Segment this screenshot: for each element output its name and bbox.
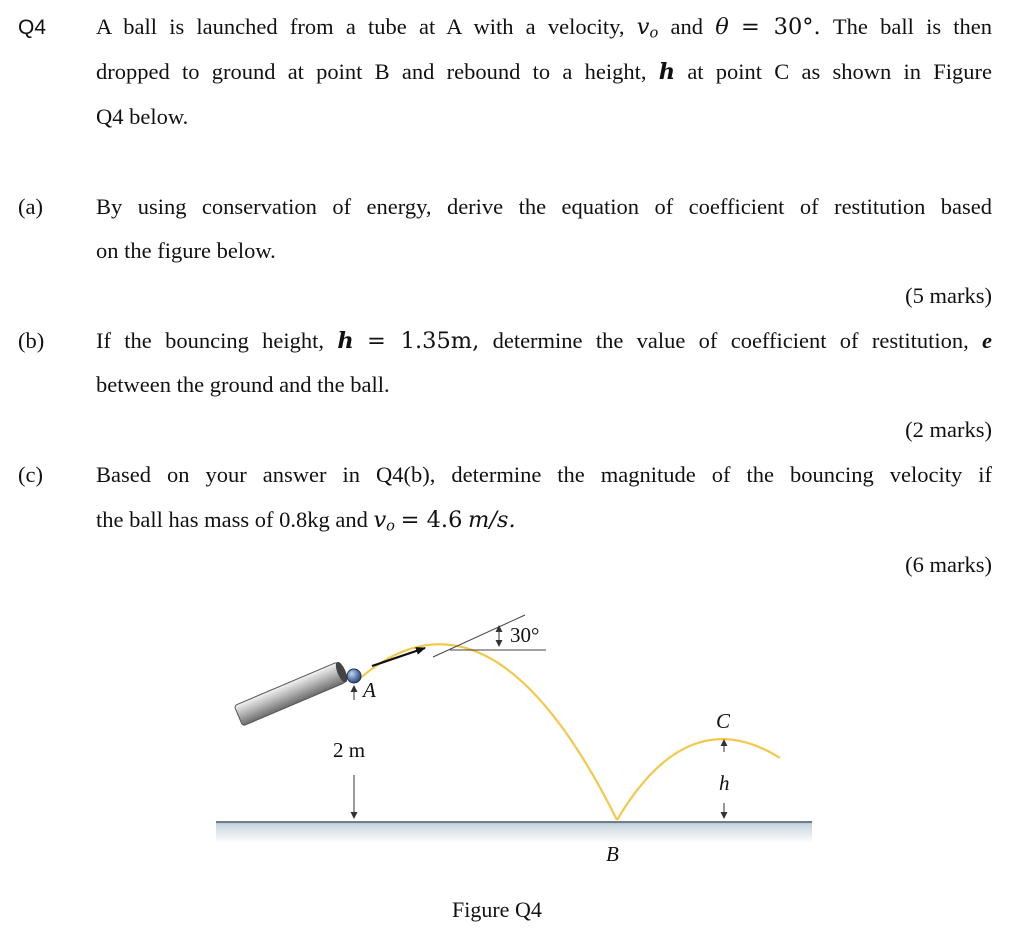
point-c-label: C <box>716 709 731 733</box>
part-c-line-2: the ball has mass of 0.8kg and $v_o = 4.6$ m/s. <box>96 507 516 535</box>
part-c-label: (c) <box>18 462 43 487</box>
part-a-line-1: By using conservation of energy, derive the equation of coefficient of restitution based <box>96 194 992 219</box>
part-b-marks: (2 marks) <box>905 417 992 442</box>
question-number: Q4 <box>18 16 47 39</box>
h-label: h <box>719 771 730 795</box>
point-a-label: A <box>363 678 376 702</box>
point-b-label: B <box>606 842 619 866</box>
figure-caption: Figure Q4 <box>452 897 542 922</box>
part-a-line-2: on the figure below. <box>96 238 276 263</box>
part-a-marks: (5 marks) <box>905 283 992 308</box>
ball <box>347 669 361 683</box>
height-label: 2 m <box>333 738 366 762</box>
part-b-label: (b) <box>18 328 45 353</box>
part-c-line-1: Based on your answer in Q4(b), determine the magnitude of the bouncing velocity if <box>96 462 992 487</box>
part-c-marks: (6 marks) <box>905 552 992 577</box>
part-a-label: (a) <box>18 194 43 219</box>
ground-surface <box>216 821 812 843</box>
part-b-line-1: If the bouncing height, h = 1.35m, determine the value of coefficient of restitution, e <box>96 328 993 354</box>
intro-line-1: A ball is launched from a tube at A with a velocity, $v_o$ and θ = 30°. The ball is then <box>96 14 993 42</box>
launch-tube <box>234 660 349 726</box>
trajectory-arc-2 <box>617 739 780 820</box>
angle-label: 30° <box>510 623 540 647</box>
part-b-line-2: between the ground and the ball. <box>96 372 390 397</box>
intro-line-3: Q4 below. <box>96 104 189 129</box>
velocity-arrow <box>372 648 425 666</box>
trajectory-arc-1 <box>358 644 617 820</box>
intro-line-2: dropped to ground at point B and rebound to a height, h at point C as shown in Figure <box>96 59 993 85</box>
